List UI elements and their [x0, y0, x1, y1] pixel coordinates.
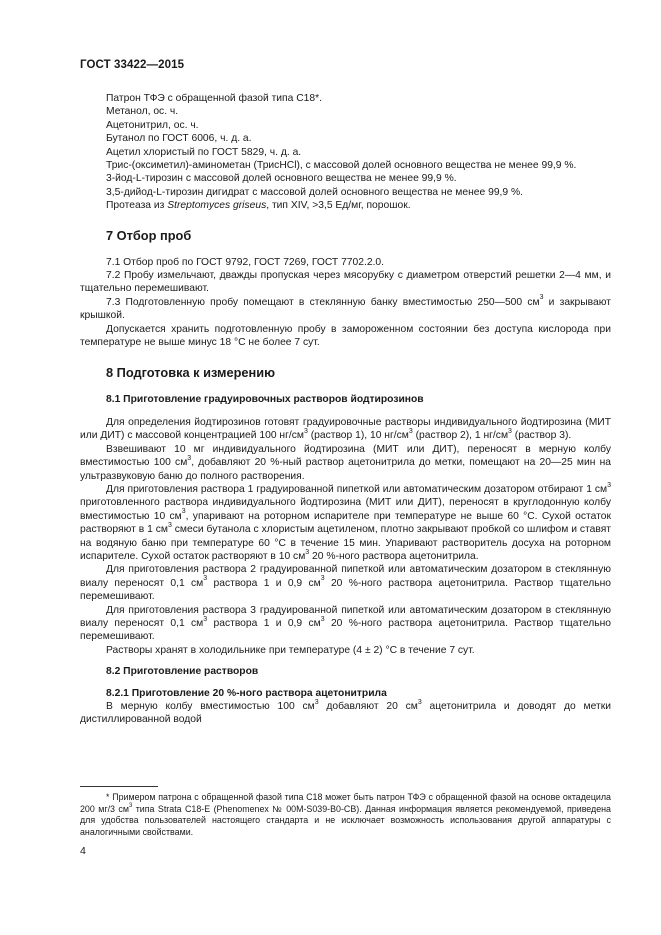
paragraph-7-storage: Допускается хранить подготовленную пробу в замороженном состоянии без доступа кислорода при температуре не выше минус 18 °С не более 7 сут. [80, 323, 611, 349]
page-number: 4 [80, 845, 86, 857]
list-item: Бутанол по ГОСТ 6006, ч. д. а. [106, 133, 252, 145]
protease-suffix: , тип XIV, >3,5 Ед/мг, порошок. [266, 200, 411, 212]
paragraph-8-2-1: В мерную колбу вместимостью 100 $см^3$ добавляют 20 $см^3$ ацетонитрила и доводят до метки дистиллированной водой [80, 698, 611, 726]
section-8-2-1-title: 8.2.1 Приготовление 20 %-ного раствора ацетонитрила [106, 687, 387, 699]
paragraph-8-1-b: Взвешивают 10 мг индивидуального йодтирозина (МИТ или ДИТ), переносят в мерную колбу вместимостью 100 $см^3$, добавляют 20 %-ный раствор ацетонитрила до метки, помещают на 20—25 мин на ультразвуковую баню до полного растворения. [80, 443, 611, 482]
materials-list [80, 92, 611, 213]
footnote-text: * Примером патрона с обращенной фазой типа C18 может быть патрон ТФЭ с обращенной фазой на основе октадецила 200 мг/3 $см^3$ типа Strata C18-E (Phenomenex № 00M-S039-B0-CB). Данная информация является рекомендуемой, приведена для удобства пользователей настоящего стандарта и не исключает возможность использования другой аппаратуры с аналогичными свойствами. [80, 792, 611, 837]
list-item: Трис-(оксиметил)-аминометан (ТрисHCl), с массовой долей основного вещества не менее 99,9 %. [106, 160, 577, 172]
paragraph-8-1-d: Для приготовления раствора 2 градуированной пипеткой или автоматическим дозатором в стеклянную виалу переносят 0,1 $см^3$ раствора 1 и 0,9 $см^3$ 20 %-ного раствора ацетонитрила. Раствор тщательно перемешивают. [80, 564, 611, 603]
paragraph-7-1: 7.1 Отбор проб по ГОСТ 9792, ГОСТ 7269, ГОСТ 7702.2.0. [106, 256, 385, 268]
list-item: Ацетонитрил, ос. ч. [106, 119, 199, 131]
protease-organism: Streptomyces griseus [167, 200, 267, 212]
paragraph-7-3: 7.3 Подготовленную пробу помещают в стеклянную банку вместимостью 250—500 $см^3$ и закрывают крышкой. [80, 294, 611, 322]
footnote-divider [80, 786, 158, 787]
document-body [80, 92, 611, 727]
footnote [80, 792, 611, 838]
section-8-1-title: 8.1 Приготовление градуировочных растворов йодтирозинов [106, 393, 424, 405]
document-header: ГОСТ 33422—2015 [80, 59, 185, 71]
list-item: 3-йод-L-тирозин с массовой долей основного вещества не менее 99,9 %. [106, 173, 457, 185]
section-8-title: 8 Подготовка к измерению [106, 364, 276, 380]
protease-prefix: Протеаза из [106, 200, 168, 212]
paragraph-8-1-e: Для приготовления раствора 3 градуированной пипеткой или автоматическим дозатором в стеклянную виалу переносят 0,1 $см^3$ раствора 1 и 0,9 $см^3$ 20 %-ного раствора ацетонитрила. Раствор тщательно перемешивают. [80, 604, 611, 643]
list-item: Патрон ТФЭ с обращенной фазой типа C18*. [106, 93, 322, 104]
paragraph-8-1-a: Для определения йодтирозинов готовят градуировочные растворы индивидуального йодтирозина (МИТ или ДИТ) с массовой концентрацией 100 $нг/см^3$ (раствор 1), 10 $нг/см^3$ (раствор 2), 1 $нг/см^3$ (раствор 3). [80, 416, 611, 442]
paragraph-8-1-c: Для приготовления раствора 1 градуированной пипеткой или автоматическим дозатором отбирают 1 $см^3$ приготовленного раствора индивидуального йодтирозина (МИТ или ДИТ), переносят в круглодонную колбу вместимостью 10 $см^3$, упаривают на роторном испарителе при температуре не выше 60 °С. Сухой остаток растворяют в 1 $см^3$ смеси бутанола с хлористым ацетиленом, плотно закрывают пробкой со шлифом и ставят на водяную баню при температуре 60 °С в течение 15 мин. Упаривают растворитель досуха на роторном испарителе. Сухой остаток растворяют в 10 $см^3$ 20 %-ного раствора ацетонитрила. [80, 481, 611, 562]
list-item: 3,5-дийод-L-тирозин дигидрат с массовой долей основного вещества не менее 99,9 %. [106, 186, 524, 198]
list-item [80, 199, 611, 212]
list-item: Ацетил хлористый по ГОСТ 5829, ч. д. а. [106, 146, 302, 158]
list-item: Метанол, ос. ч. [106, 106, 179, 118]
paragraph-8-1-f: Растворы хранят в холодильнике при температуре (4 ± 2) °С в течение 7 сут. [106, 644, 475, 656]
section-8-2-title: 8.2 Приготовление растворов [106, 666, 259, 678]
paragraph-7-2: 7.2 Пробу измельчают, дважды пропуская через мясорубку с диаметром отверстий решетки 2—4 мм, и тщательно перемешивают. [80, 270, 611, 295]
section-7-title: 7 Отбор проб [106, 227, 192, 243]
